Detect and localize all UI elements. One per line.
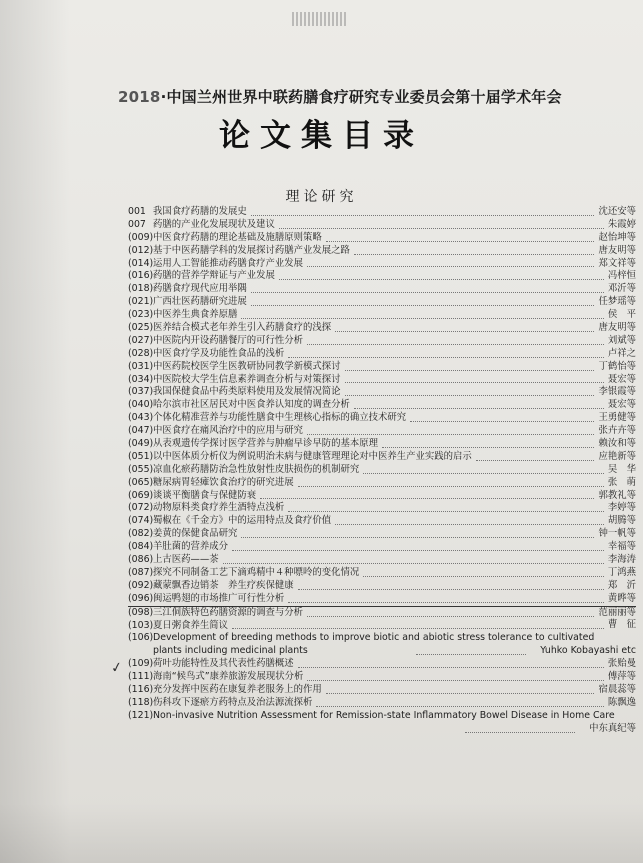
toc-entry-title: 谈谈平衡膳食与保健防衰 <box>153 489 257 501</box>
toc-entry <box>128 374 636 387</box>
toc-entry-author: 幸福等 <box>607 541 636 553</box>
toc-entry-page: (031) <box>128 360 154 372</box>
toc-entry-author: 卢祥之 <box>607 347 636 359</box>
toc-entry-page: (106) <box>128 632 154 644</box>
toc-entry-author: 聂宏等 <box>607 399 636 411</box>
toc-entry-title: 中医药院校医学生医教研协同教学新模式探讨 <box>153 360 341 372</box>
toc-entry <box>128 697 636 710</box>
toc-entry-page: (025) <box>128 322 154 334</box>
binding-mark <box>292 12 348 26</box>
toc-dot-leader <box>241 317 604 319</box>
toc-entry <box>128 710 636 736</box>
toc-entry-author: 郑文祥等 <box>598 257 636 269</box>
toc-entry-author: 胡腾等 <box>607 515 636 527</box>
toc-dot-leader <box>354 253 594 255</box>
toc-entry-title: 糖尿病胃轻瘫饮食治疗的研究进展 <box>153 476 294 488</box>
toc-entry <box>128 554 636 567</box>
toc-entry-page: (051) <box>128 450 154 462</box>
toc-entry <box>128 309 636 322</box>
toc-entry-page: (103) <box>128 619 154 631</box>
toc-dot-leader <box>232 627 604 629</box>
toc-entry-page: (086) <box>128 554 154 566</box>
conference-name: ·中国兰州世界中联药膳食疗研究专业委员会第十届学术年会 <box>160 88 562 106</box>
toc-entry-title: 探究不同制备工艺下滴鸡精中４种嘌呤的变化情况 <box>153 566 360 578</box>
toc-dot-leader <box>382 446 594 448</box>
toc-entry-page: (055) <box>128 463 154 475</box>
toc-entry <box>128 684 636 697</box>
toc-dot-leader <box>288 356 604 358</box>
toc-entry-author: 任梦瑶等 <box>598 296 636 308</box>
toc-entry-title: 我国食疗药膳的发展史 <box>153 206 247 217</box>
toc-entry-title: 中医院校大学生信息素养调查分析与对策探讨 <box>153 373 341 385</box>
toc-entry-title: 夏日粥食养生简议 <box>153 619 229 631</box>
toc-entry-page: (027) <box>128 334 154 346</box>
toc-entry-author: 唐友明等 <box>598 322 636 333</box>
toc-entry <box>128 607 636 620</box>
toc-entry-title: 闽运鸭翅的市场推广可行性分析 <box>153 592 285 604</box>
toc-entry <box>128 335 636 348</box>
toc-entry-title: 中医养生典食养原膳 <box>153 309 238 321</box>
toc-entry-page: (016) <box>128 270 154 282</box>
toc-entry <box>128 490 636 503</box>
toc-dot-leader <box>298 485 604 487</box>
toc-dot-leader <box>307 343 604 345</box>
toc-entry-author: 赵怡坤等 <box>598 231 636 243</box>
toc-entry <box>128 502 636 515</box>
toc-entry-page: (092) <box>128 579 154 591</box>
toc-entry <box>128 245 636 258</box>
toc-entry-page: (047) <box>128 425 154 437</box>
toc-entry-title: 藏蒙飘香边销茶 养生疗疾保健康 <box>153 579 294 591</box>
toc-entry-author: 朱霞婷 <box>607 218 636 230</box>
toc-entry-title: 以中医体质分析仪为例说明治未病与健康管理理论对中医养生产业实践的启示 <box>153 450 472 462</box>
toc-entry <box>128 580 636 593</box>
toc-dot-leader <box>307 679 604 681</box>
toc-entry-title: 上古医药——茶 <box>153 554 219 566</box>
toc-entry <box>128 322 636 335</box>
toc-entry-title: 蜀椒在《千金方》中的运用特点及食疗价值 <box>153 515 332 527</box>
toc-dot-leader <box>298 666 604 668</box>
toc-entry-author: 李婷等 <box>607 502 636 514</box>
toc-dot-leader <box>251 291 604 293</box>
toc-entry-title: 中医食疗药膳的理论基础及施膳原则策略 <box>153 231 322 243</box>
toc-entry-title: 中医院内开设药膳餐厅的可行性分析 <box>153 334 304 346</box>
toc-dot-leader <box>298 588 604 590</box>
toc-entry-author: 冯梓恒 <box>607 270 636 282</box>
toc-entry <box>128 593 636 607</box>
toc-dot-leader <box>410 420 594 422</box>
toc-entry-title: 从表观遗传学探讨医学营养与肿瘤早诊早防的基本原理 <box>153 438 379 450</box>
toc-dot-leader <box>288 601 604 603</box>
toc-entry-page: (065) <box>128 476 154 488</box>
toc-entry <box>128 206 636 219</box>
toc-entry-page: (069) <box>128 489 154 501</box>
toc-entry-title: 广西壮医药膳研究进展 <box>153 296 247 308</box>
toc-entry-title: 药膳的产业化发展现状及建议 <box>153 218 275 230</box>
toc-entry <box>128 632 636 658</box>
toc-dot-leader <box>326 240 594 242</box>
toc-dot-leader <box>251 304 594 306</box>
toc-entry-author: 应艳新等 <box>598 450 636 462</box>
toc-entry <box>128 258 636 271</box>
toc-entry-page: (072) <box>128 502 154 514</box>
toc-entry-title: 伤科攻下逐瘀方药特点及治法源流探析 <box>153 696 313 708</box>
conference-year: 2018 <box>118 88 161 106</box>
toc-dot-leader <box>416 653 526 655</box>
toc-entry-author: 刘斌等 <box>607 334 636 346</box>
toc-entry-page: (040) <box>128 399 154 411</box>
toc-entry-page: (082) <box>128 528 154 540</box>
toc-entry-page: (049) <box>128 438 154 450</box>
toc-entry-page: (018) <box>128 283 154 295</box>
toc-entry <box>128 412 636 425</box>
toc-entry-page: (023) <box>128 309 154 321</box>
toc-entry <box>128 296 636 309</box>
toc-entry-title: 哈尔滨市社区居民对中医食养认知度的调查分析 <box>153 399 350 411</box>
toc-dot-leader <box>232 549 604 551</box>
toc-entry-page: (111) <box>128 671 154 683</box>
toc-entry-title: 三江侗族特色药膳资源的调查与分析 <box>153 606 304 618</box>
toc-entry-author: 李海涛 <box>607 554 636 566</box>
toc-entry-author: 聂宏等 <box>607 373 636 385</box>
toc-entry-author: 邓沂等 <box>607 283 636 295</box>
toc-entry-author: 张卉卉等 <box>598 425 636 437</box>
toc-entry-page: (087) <box>128 566 154 578</box>
toc-entry-title: 个体化精准营养与功能性膳食中生理核心指标的确立技术研究 <box>153 412 407 424</box>
toc-entry <box>128 386 636 399</box>
toc-entry-author: 黄晔等 <box>607 592 636 604</box>
toc-entry <box>128 451 636 464</box>
toc-entry <box>128 658 636 671</box>
toc-dot-leader <box>326 692 594 694</box>
toc-entry-author: 中东真纪等 <box>589 722 636 734</box>
toc-entry-author: 唐友明等 <box>598 244 636 256</box>
toc-dot-leader <box>465 731 575 733</box>
toc-entry-title: 动物原料类食疗养生酒特点浅析 <box>153 502 285 514</box>
toc-dot-leader <box>345 369 594 371</box>
toc-entry <box>128 348 636 361</box>
toc-entry-author: Yuhko Kobayashi etc <box>540 645 636 657</box>
toc-dot-leader <box>476 459 594 461</box>
toc-entry-author: 侯 平 <box>607 309 636 321</box>
toc-entry-title: 海南“候鸟式”康养旅游发展现状分析 <box>153 671 304 683</box>
toc-entry-author: 钟一帆等 <box>598 528 636 540</box>
toc-entry-title: 凉血化瘀药膳防治急性放射性皮肤损伤的机制研究 <box>153 463 360 475</box>
toc-entry <box>128 528 636 541</box>
toc-dot-leader <box>241 536 594 538</box>
toc-dot-leader <box>345 381 604 383</box>
toc-entry-title: 药膳食疗现代应用举隅 <box>153 283 247 295</box>
toc-dot-leader <box>307 265 594 267</box>
toc-entry-author: 丁鸿燕 <box>607 566 636 578</box>
toc-entry-author: 张 萌 <box>607 476 636 488</box>
toc-entry-page: (034) <box>128 373 154 385</box>
toc-entry <box>128 541 636 554</box>
toc-entry-page: (116) <box>128 683 154 695</box>
toc-dot-leader <box>363 575 604 577</box>
toc-dot-leader <box>288 510 604 512</box>
toc-entry-page: (009) <box>128 231 154 243</box>
toc-entry <box>128 399 636 412</box>
toc-dot-leader <box>316 705 604 707</box>
toc-entry-title: 姜黄的保健食品研究 <box>153 528 238 540</box>
toc-entry-title: 中医食疗学及功能性食品的浅析 <box>153 347 285 359</box>
toc-entry-page: (096) <box>128 592 154 604</box>
toc-entry <box>128 232 636 245</box>
toc-dot-leader <box>345 394 594 396</box>
toc-entry-author: 赖汝和等 <box>598 438 636 450</box>
toc-dot-leader <box>251 214 594 216</box>
toc-entry-page: (037) <box>128 386 154 398</box>
toc-dot-leader <box>279 278 604 280</box>
toc-entry <box>128 515 636 528</box>
toc-entry-page: 007 <box>128 218 146 230</box>
toc-dot-leader <box>363 472 604 474</box>
table-of-contents <box>128 206 636 736</box>
toc-entry-title: 医养结合模式老年养生引入药膳食疗的浅探 <box>153 322 332 334</box>
toc-entry-author: 张贻曼 <box>607 658 636 670</box>
toc-dot-leader <box>335 330 594 332</box>
toc-entry-page: (014) <box>128 257 154 269</box>
toc-entry-title: 中医食疗在痛风治疗中的应用与研究 <box>153 425 304 437</box>
toc-dot-leader <box>307 615 594 617</box>
toc-entry-title: Development of breeding methods to improve biotic and abiotic stress tolerance to cultivated plants including medicinal plants <box>153 632 595 657</box>
conference-title <box>118 86 638 107</box>
toc-entry <box>128 464 636 477</box>
toc-entry-author: 丁鹤怡等 <box>598 360 636 372</box>
page-shadow-bottom <box>0 803 643 863</box>
toc-entry <box>128 425 636 438</box>
toc-dot-leader <box>335 523 604 525</box>
toc-entry-page: (109) <box>128 658 154 670</box>
toc-entry-author: 王勇健等 <box>598 412 636 424</box>
toc-entry-page: (121) <box>128 709 154 721</box>
toc-entry-title: 我国保健食品中药类原料使用及发展情况简论 <box>153 386 341 398</box>
toc-entry <box>128 671 636 684</box>
toc-entry-page: (028) <box>128 347 154 359</box>
toc-entry <box>128 620 636 633</box>
toc-entry <box>128 270 636 283</box>
toc-entry-title: 充分发挥中医药在康复养老服务上的作用 <box>153 683 322 695</box>
toc-entry-page: (021) <box>128 296 154 308</box>
toc-entry-page: 001 <box>128 206 146 217</box>
toc-entry-page: (074) <box>128 515 154 527</box>
section-title: 理论研究 <box>285 189 358 205</box>
toc-entry-author: 宿晨蕊等 <box>598 683 636 695</box>
toc-dot-leader <box>354 407 604 409</box>
toc-dot-leader <box>307 433 594 435</box>
toc-entry-page: (043) <box>128 412 154 424</box>
toc-entry-page: (118) <box>128 696 154 708</box>
toc-dot-leader <box>279 227 604 229</box>
toc-entry <box>128 567 636 580</box>
toc-entry-title: 荷叶功能特性及其代表性药膳概述 <box>153 658 294 670</box>
toc-entry-title: 羊肚菌的营养成分 <box>153 541 229 553</box>
toc-entry <box>128 283 636 296</box>
toc-entry-author: 陈飘逸 <box>607 696 636 708</box>
toc-dot-leader <box>223 562 604 564</box>
toc-entry-page: (012) <box>128 244 154 256</box>
toc-entry <box>128 477 636 490</box>
toc-entry-title: 运用人工智能推动药膳食疗产业发展 <box>153 257 304 269</box>
toc-entry-title: Non-invasive Nutrition Assessment for Remission-state Inflammatory Bowel Disease in Home Care <box>153 709 615 721</box>
toc-dot-leader <box>260 497 594 499</box>
toc-entry-title: 药膳的营养学辩证与产业发展 <box>153 270 275 282</box>
toc-entry <box>128 361 636 374</box>
toc-entry-author: 曹 征 <box>607 619 636 631</box>
handwritten-check-mark: ✓ <box>109 659 125 677</box>
toc-entry-page: (098) <box>128 606 154 618</box>
toc-entry-author: 沈还安等 <box>598 205 636 217</box>
toc-entry-page: (084) <box>128 541 154 553</box>
toc-entry-author: 傅萍等 <box>607 671 636 683</box>
toc-entry <box>128 219 636 232</box>
toc-entry-author: 李银霞等 <box>598 386 636 398</box>
toc-entry-author: 范丽丽等 <box>598 606 636 618</box>
toc-entry-author: 郑 沂 <box>607 579 636 591</box>
toc-entry-author: 吴 华 <box>607 463 636 475</box>
toc-entry <box>128 438 636 451</box>
toc-entry-author: 郭教礼等 <box>598 489 636 501</box>
page-title: 论文集目录 <box>219 118 424 154</box>
toc-entry-title: 基于中医药膳学科的发展探讨药膳产业发展之路 <box>153 244 350 256</box>
